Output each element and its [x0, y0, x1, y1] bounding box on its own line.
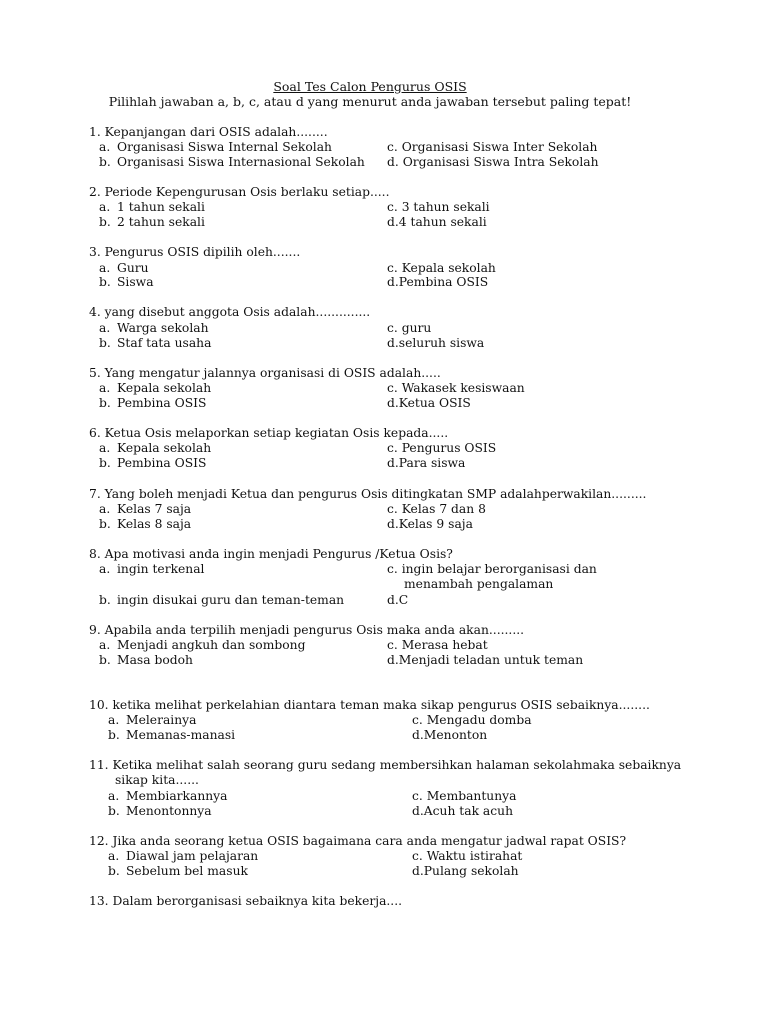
question-4-option-b: b. Staf tata usaha: [99, 336, 212, 350]
question-1-option-b: b. Organisasi Siswa Internasional Sekolah: [99, 155, 365, 169]
question-8-option-a: a. ingin terkenal: [99, 562, 205, 576]
question-8-option-d: d.C: [387, 593, 409, 607]
question-7-option-d: d.Kelas 9 saja: [387, 517, 473, 531]
question-4-option-a: a. Warga sekolah: [99, 321, 209, 335]
question-11-option-d: d.Acuh tak acuh: [412, 804, 513, 818]
question-10-option-d: d.Menonton: [412, 728, 488, 742]
question-9-option-d: d.Menjadi teladan untuk teman: [387, 653, 584, 667]
question-11-option-c: c. Membantunya: [412, 789, 517, 803]
question-2-option-c: c. 3 tahun sekali: [387, 200, 490, 214]
question-9-option-c: c. Merasa hebat: [387, 638, 488, 652]
question-12: 12. Jika anda seorang ketua OSIS bagaimana cara anda mengatur jadwal rapat OSIS?: [89, 834, 627, 848]
question-6: 6. Ketua Osis melaporkan setiap kegiatan Osis kepada.....: [89, 426, 449, 440]
question-3-option-c: c. Kepala sekolah: [387, 261, 496, 275]
question-11: 11. Ketika melihat salah seorang guru sedang membersihkan halaman sekolahmaka sebaiknya: [89, 758, 682, 772]
question-7: 7. Yang boleh menjadi Ketua dan pengurus Osis ditingkatan SMP adalahperwakilan.........: [89, 487, 647, 501]
question-8-option-c-continued: menambah pengalaman: [404, 577, 554, 591]
question-1: 1. Kepanjangan dari OSIS adalah........: [89, 125, 328, 139]
question-6-option-a: a. Kepala sekolah: [99, 441, 212, 455]
question-8-option-c: c. ingin belajar berorganisasi dan: [387, 562, 597, 576]
question-5-option-c: c. Wakasek kesiswaan: [387, 381, 525, 395]
question-13: 13. Dalam berorganisasi sebaiknya kita bekerja....: [89, 894, 403, 908]
question-11-continued: sikap kita......: [115, 773, 199, 787]
question-3-option-a: a. Guru: [99, 261, 149, 275]
question-5-option-b: b. Pembina OSIS: [99, 396, 207, 410]
question-2-option-d: d.4 tahun sekali: [387, 215, 487, 229]
question-1-option-d: d. Organisasi Siswa Intra Sekolah: [387, 155, 599, 169]
question-6-option-c: c. Pengurus OSIS: [387, 441, 497, 455]
question-10-option-b: b. Memanas-manasi: [108, 728, 236, 742]
question-3: 3. Pengurus OSIS dipilih oleh.......: [89, 245, 301, 259]
question-7-option-c: c. Kelas 7 dan 8: [387, 502, 486, 516]
question-6-option-d: d.Para siswa: [387, 456, 466, 470]
question-12-option-a: a. Diawal jam pelajaran: [108, 849, 259, 863]
question-8-option-b: b. ingin disukai guru dan teman-teman: [99, 593, 345, 607]
question-7-option-b: b. Kelas 8 saja: [99, 517, 192, 531]
question-5-option-d: d.Ketua OSIS: [387, 396, 471, 410]
question-5: 5. Yang mengatur jalannya organisasi di OSIS adalah.....: [89, 366, 441, 380]
question-4-option-c: c. guru: [387, 321, 432, 335]
question-10-option-c: c. Mengadu domba: [412, 713, 532, 727]
question-2-option-b: b. 2 tahun sekali: [99, 215, 205, 229]
instruction-text: Pilihlah jawaban a, b, c, atau d yang menurut anda jawaban tersebut paling tepat!: [108, 94, 632, 109]
question-10: 10. ketika melihat perkelahian diantara teman maka sikap pengurus OSIS sebaiknya........: [89, 698, 650, 712]
question-5-option-a: a. Kepala sekolah: [99, 381, 212, 395]
question-9-option-b: b. Masa bodoh: [99, 653, 193, 667]
question-12-option-d: d.Pulang sekolah: [412, 864, 519, 878]
question-11-option-a: a. Membiarkannya: [108, 789, 228, 803]
question-4-option-d: d.seluruh siswa: [387, 336, 485, 350]
question-3-option-d: d.Pembina OSIS: [387, 275, 489, 289]
question-3-option-b: b. Siswa: [99, 275, 154, 289]
question-1-option-a: a. Organisasi Siswa Internal Sekolah: [99, 140, 332, 154]
question-4: 4. yang disebut anggota Osis adalah..............: [89, 305, 371, 319]
question-11-option-b: b. Menontonnya: [108, 804, 212, 818]
question-2-option-a: a. 1 tahun sekali: [99, 200, 205, 214]
question-9: 9. Apabila anda terpilih menjadi pengurus Osis maka anda akan.........: [89, 623, 525, 637]
question-2: 2. Periode Kepengurusan Osis berlaku setiap.....: [89, 185, 390, 199]
question-9-option-a: a. Menjadi angkuh dan sombong: [99, 638, 306, 652]
question-12-option-b: b. Sebelum bel masuk: [108, 864, 248, 878]
question-10-option-a: a. Melerainya: [108, 713, 197, 727]
question-8: 8. Apa motivasi anda ingin menjadi Pengurus /Ketua Osis?: [89, 547, 453, 561]
page-title: Soal Tes Calon Pengurus OSIS: [273, 79, 467, 94]
question-12-option-c: c. Waktu istirahat: [412, 849, 523, 863]
question-1-option-c: c. Organisasi Siswa Inter Sekolah: [387, 140, 598, 154]
question-6-option-b: b. Pembina OSIS: [99, 456, 207, 470]
question-7-option-a: a. Kelas 7 saja: [99, 502, 192, 516]
